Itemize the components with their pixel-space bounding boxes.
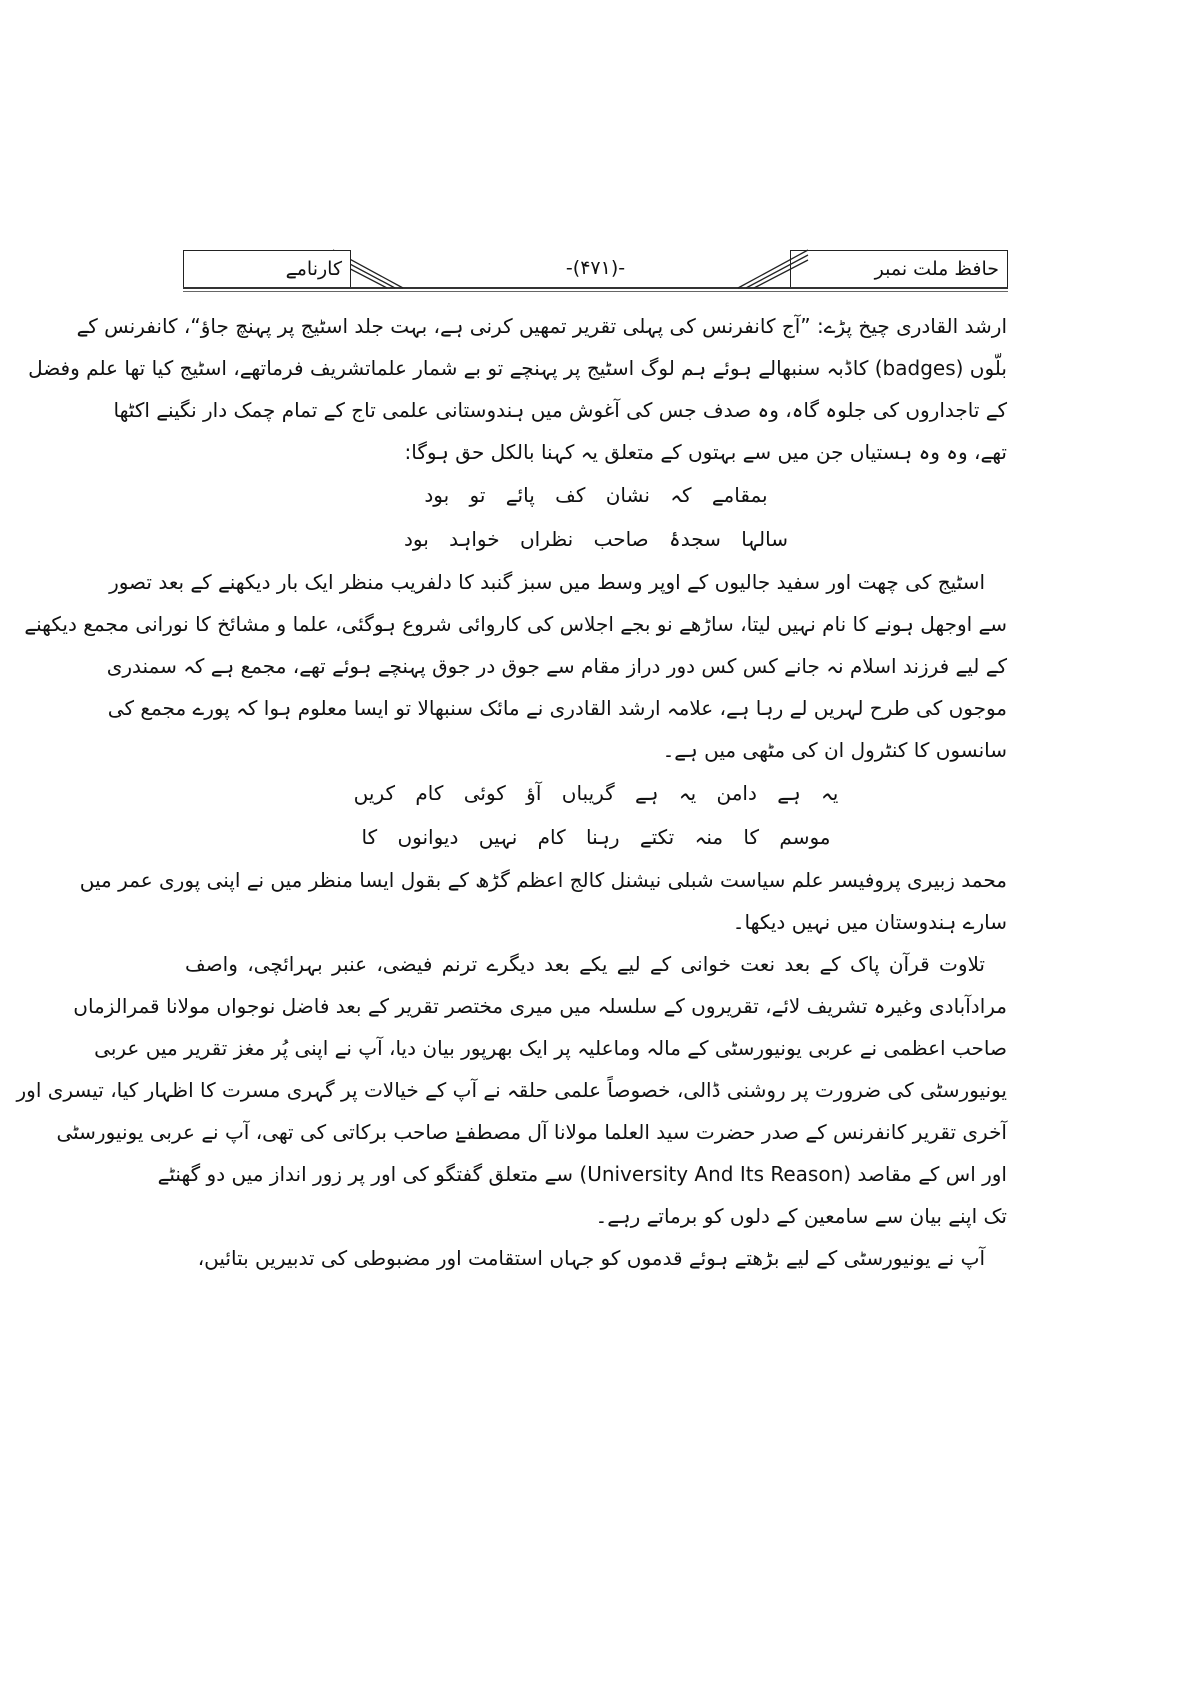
text-line: تک اپنے بیان سے سامعین کے دلوں کو برماتے رہے۔ bbox=[595, 1204, 1007, 1228]
text-line: آخری تقریر کانفرنس کے صدر حضرت سید العلما مولانا آل مصطفےٰ صاحب برکاتی کی تھی، آپ نے عربی یونیورسٹی bbox=[56, 1120, 1007, 1144]
text-line: کے لیے فرزند اسلام نہ جانے کس کس دور دراز مقام سے جوق در جوق پہنچے ہوئے تھے، مجمع ہے کہ سمندری bbox=[106, 654, 1007, 678]
text-line: تلاوت قرآن پاک کے بعد نعت خوانی کے لیے یکے بعد دیگرے ترنم فیضی، عنبر بہرائچی، واصف bbox=[185, 952, 985, 976]
text-line: سارے ہندوستان میں نہیں دیکھا۔ bbox=[732, 910, 1007, 934]
text-line: آپ نے یونیورسٹی کے لیے بڑھتے ہوئے قدموں کو جہاں استقامت اور مضبوطی کی تدبیریں بتائیں، bbox=[197, 1246, 985, 1270]
text-line: بلّوں (badges) کاڈبہ سنبھالے ہوئے ہم لوگ اسٹیج پر پہنچے تو بے شمار علماتشریف فرماتھے، اسٹیج کیا تھا علم وفضل bbox=[28, 356, 1007, 380]
text-line: تھے، وہ وہ ہستیاں جن میں سے بہتوں کے متعلق یہ کہنا بالکل حق ہوگا: bbox=[404, 440, 1007, 464]
text-line: سانسوں کا کنٹرول ان کی مٹھی میں ہے۔ bbox=[662, 738, 1007, 762]
text-line: اور اس کے مقاصد (University And Its Reason) سے متعلق گفتگو کی اور پر زور انداز میں دو گھنٹے bbox=[157, 1162, 1007, 1186]
text-line: محمد زبیری پروفیسر علم سیاست شبلی نیشنل کالج اعظم گڑھ کے بقول ایسا منظر میں نے اپنی پوری عمر میں bbox=[79, 868, 1007, 892]
text-line: مرادآبادی وغیرہ تشریف لائے، تقریروں کے سلسلہ میں میری مختصر تقریر کے بعد فاضل نوجواں مولانا قمرالزماں bbox=[73, 994, 1007, 1018]
text-line: صاحب اعظمی نے عربی یونیورسٹی کے مالہ وماعلیہ پر ایک بھرپور بیان دیا، آپ نے اپنی پُر مغز تقریر میں عربی bbox=[94, 1036, 1007, 1060]
verse-line: یہ ہے دامن یہ ہے گریباں آؤ کوئی کام کریں bbox=[353, 781, 839, 805]
header-rule bbox=[183, 287, 1008, 292]
verse-line: سالہا سجدۂ صاحب نظراں خواہد بود bbox=[403, 527, 789, 551]
journal-title: حافظ ملت نمبر bbox=[790, 250, 1008, 287]
page-header bbox=[183, 250, 1008, 294]
text-line: یونیورسٹی کی ضرورت پر روشنی ڈالی، خصوصاً علمی حلقہ نے آپ کے خیالات پر گہری مسرت کا اظہار کیا، تیسری اور bbox=[16, 1078, 1007, 1102]
article-body bbox=[16, 305, 1007, 1279]
section-title: کارنامے bbox=[183, 250, 351, 287]
text-line: موجوں کی طرح لہریں لے رہا ہے، علامہ ارشد القادری نے مائک سنبھالا تو ایسا معلوم ہوا کہ پورے مجمع کی bbox=[107, 696, 1007, 720]
text-line: سے اوجھل ہونے کا نام نہیں لیتا، ساڑھے نو بجے اجلاس کی کاروائی شروع ہوگئی، علما و مشائخ کا نورانی مجمع دیکھنے bbox=[24, 612, 1007, 636]
text-line: کے تاجداروں کی جلوہ گاہ، وہ صدف جس کی آغوش میں ہندوستانی علمی تاج کے تمام چمک دار نگینے اکٹھا bbox=[113, 398, 1007, 422]
text-line: اسٹیج کی چھت اور سفید جالیوں کے اوپر وسط میں سبز گنبد کا دلفریب منظر ایک بار دیکھنے کے بعد تصور bbox=[109, 570, 985, 594]
verse-line: موسم کا منہ تکتے رہنا کام نہیں دیوانوں کا bbox=[361, 825, 831, 849]
page-number: -(۴۷۱)- bbox=[565, 257, 626, 279]
text-line: ارشد القادری چیخ پڑے: ”آج کانفرنس کی پہلی تقریر تمھیں کرنی ہے، بہت جلد اسٹیج پر پہنچ جاؤ“، کانفرنس کے bbox=[76, 314, 1007, 338]
verse-line: بمقامے کہ نشان کف پائے تو بود bbox=[424, 483, 768, 507]
